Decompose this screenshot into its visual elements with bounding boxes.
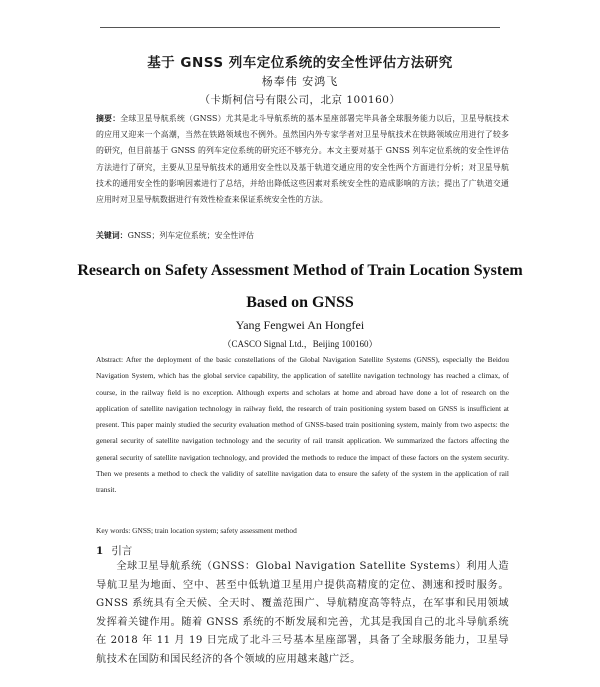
en-abstract <box>96 352 509 499</box>
header-rule <box>100 27 500 28</box>
cn-abstract-text: 全球卫星导航系统（GNSS）尤其是北斗导航系统的基本星座部署完毕具备全球服务能力以后，卫星导航技术的应用又迎来一个高潮，当然在铁路领域也不例外。虽然国内外专家学者对卫星导航技术在铁路领域应用进行了较多的研究，但目前基于 GNSS 的列车定位系统的研究还不够充分。本文主要对基于 GNSS 列车定位系统的安全性评估方法进行了研究，主要从卫星导航技术的通用安全性以及基于轨道交通应用的安全性两个方面进行分析；对卫星导航技术的通用安全性的影响因素进行了总结，并给出降低这些因素对系统安全性的造成影响的方法；提出了广轨道交通应用时对卫星导航数据进行有效性检查来保证系统安全性的方法。 <box>96 114 509 205</box>
en-affiliation: （CASCO Signal Ltd.，Beijing 100160） <box>222 339 378 349</box>
en-title-line2: Based on GNSS <box>246 294 354 311</box>
cn-abstract-label: 摘要： <box>96 114 121 123</box>
cn-title: 基于 GNSS 列车定位系统的安全性评估方法研究 <box>147 55 453 71</box>
cn-authors: 杨奉伟 安鸿飞 <box>261 75 339 88</box>
section-title: 引言 <box>111 545 133 557</box>
section-body: 全球卫星导航系统（GNSS：Global Navigation Satellite Systems）利用人造导航卫星为地面、空中、甚至中低轨道卫星用户提供高精度的定位、测速和授时服务。GNSS 系统具有全天候、全天时、覆盖范围广、导航精度高等特点，在军事和民用领域发挥着关键作用。随着 GNSS 系统的不断发展和完善，尤其是我国自己的北斗导航系统在 2018 年 11 月 19 日完成了北斗三号基本星座部署，具备了全球服务能力，卫星导航技术在国防和国民经济的各个领域的应用越来越广泛。 <box>96 561 509 665</box>
cn-keywords <box>96 229 509 243</box>
en-abstract-text: After the deployment of the basic constellations of the Global Navigation Satellite Systems (GNSS), especially the Beidou Navigation System, which has the global service capability, the application of satellite navigation technology has reached a climax, of course, in the railway field is no exception. Although experts and scholars at home and abroad have done a lot of research on the application of satellite navigation technology in railway field, the research of train positioning system based on GNSS is insufficient at present. This paper mainly studied the security evaluation method of GNSS-based train positioning system, mainly from two aspects: the general security of satellite navigation technology and the security of rail transit application. We summarized the factors affecting the general security of satellite navigation technology, and provided the methods to reduce the impact of these factors on the system security. Then we presents a method to check the validity of satellite navigation data to ensure the safety of the system in the application of rail transit. <box>96 355 509 495</box>
en-abstract-label: Abstract: <box>96 355 124 364</box>
en-keywords-text: GNSS; train location system; safety assessment method <box>132 526 297 535</box>
en-keywords <box>96 525 509 537</box>
cn-keywords-text: GNSS；列车定位系统；安全性评估 <box>127 231 255 240</box>
section-number: 1 <box>96 545 104 557</box>
cn-affiliation: （卡斯柯信号有限公司，北京 100160） <box>199 94 401 106</box>
en-keywords-label: Key words: <box>96 526 131 535</box>
cn-keywords-label: 关键词： <box>96 231 128 240</box>
section-heading <box>96 543 132 558</box>
cn-abstract <box>96 111 509 208</box>
en-authors: Yang Fengwei An Hongfei <box>235 318 365 332</box>
en-title-line1: Research on Safety Assessment Method of Train Location System <box>77 262 523 279</box>
